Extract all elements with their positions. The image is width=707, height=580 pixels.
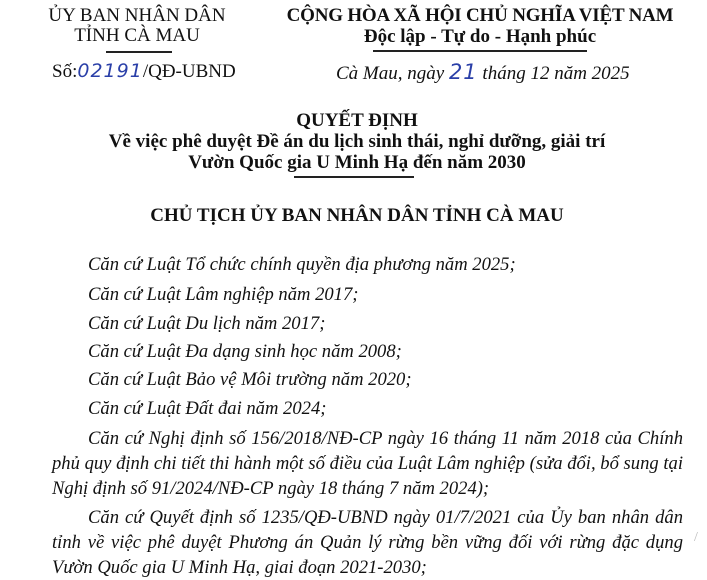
legal-basis-7: Căn cứ Nghị định số 156/2018/NĐ-CP ngày 16 tháng 11 năm 2018 của Chính phủ quy định chi tiết thi hành một số điều của Luật Lâm nghiệp (sửa đổi, bổ sung tại Nghị định số 91/2024/NĐ-CP ngày 18 tháng 7 năm 2024); xyxy=(52,428,683,499)
subject-line1: Về việc phê duyệt Đề án du lịch sinh thái, nghỉ dưỡng, giải trí xyxy=(108,131,606,152)
legal-basis-6: Căn cứ Luật Đất đai năm 2024; xyxy=(88,398,327,419)
document-type: QUYẾT ĐỊNH xyxy=(296,110,418,131)
date-suffix: tháng 12 năm 2025 xyxy=(482,63,630,84)
motto-underline xyxy=(373,50,587,52)
nation-line1: CỘNG HÒA XÃ HỘI CHỦ NGHĨA VIỆT NAM xyxy=(286,5,674,26)
subject-line2: Vườn Quốc gia U Minh Hạ đến năm 2030 xyxy=(188,152,526,173)
issuer-underline xyxy=(106,51,172,53)
legal-basis-3: Căn cứ Luật Du lịch năm 2017; xyxy=(88,313,326,334)
document-number xyxy=(52,60,236,83)
legal-basis-5: Căn cứ Luật Bảo vệ Môi trường năm 2020; xyxy=(88,369,412,390)
title-underline xyxy=(294,176,414,178)
legal-basis-1: Căn cứ Luật Tổ chức chính quyền địa phương năm 2025; xyxy=(88,254,516,275)
handwritten-day: 21 xyxy=(448,60,478,84)
legal-basis-8: Căn cứ Quyết định số 1235/QĐ-UBND ngày 01/7/2021 của Ủy ban nhân dân tỉnh về việc phê duyệt Phương án Quản lý rừng bền vững đối với rừng đặc dụng Vườn Quốc gia U Minh Hạ, giai đoạn 2021-2030; xyxy=(52,507,683,578)
issuer-line1: ỦY BAN NHÂN DÂN xyxy=(48,5,226,26)
issuer-line2: TỈNH CÀ MAU xyxy=(74,25,200,46)
legal-basis-2: Căn cứ Luật Lâm nghiệp năm 2017; xyxy=(88,284,359,305)
nation-line2: Độc lập - Tự do - Hạnh phúc xyxy=(363,26,597,47)
document-date xyxy=(336,60,630,85)
date-prefix: Cà Mau, ngày xyxy=(336,63,445,84)
handwritten-number: 02191 xyxy=(77,60,143,82)
number-suffix: /QĐ-UBND xyxy=(142,61,236,82)
authority-heading: CHỦ TỊCH ỦY BAN NHÂN DÂN TỈNH CÀ MAU xyxy=(150,205,564,226)
margin-mark: / xyxy=(694,530,698,545)
number-prefix: Số: xyxy=(52,61,78,82)
legal-basis-4: Căn cứ Luật Đa dạng sinh học năm 2008; xyxy=(88,341,402,362)
